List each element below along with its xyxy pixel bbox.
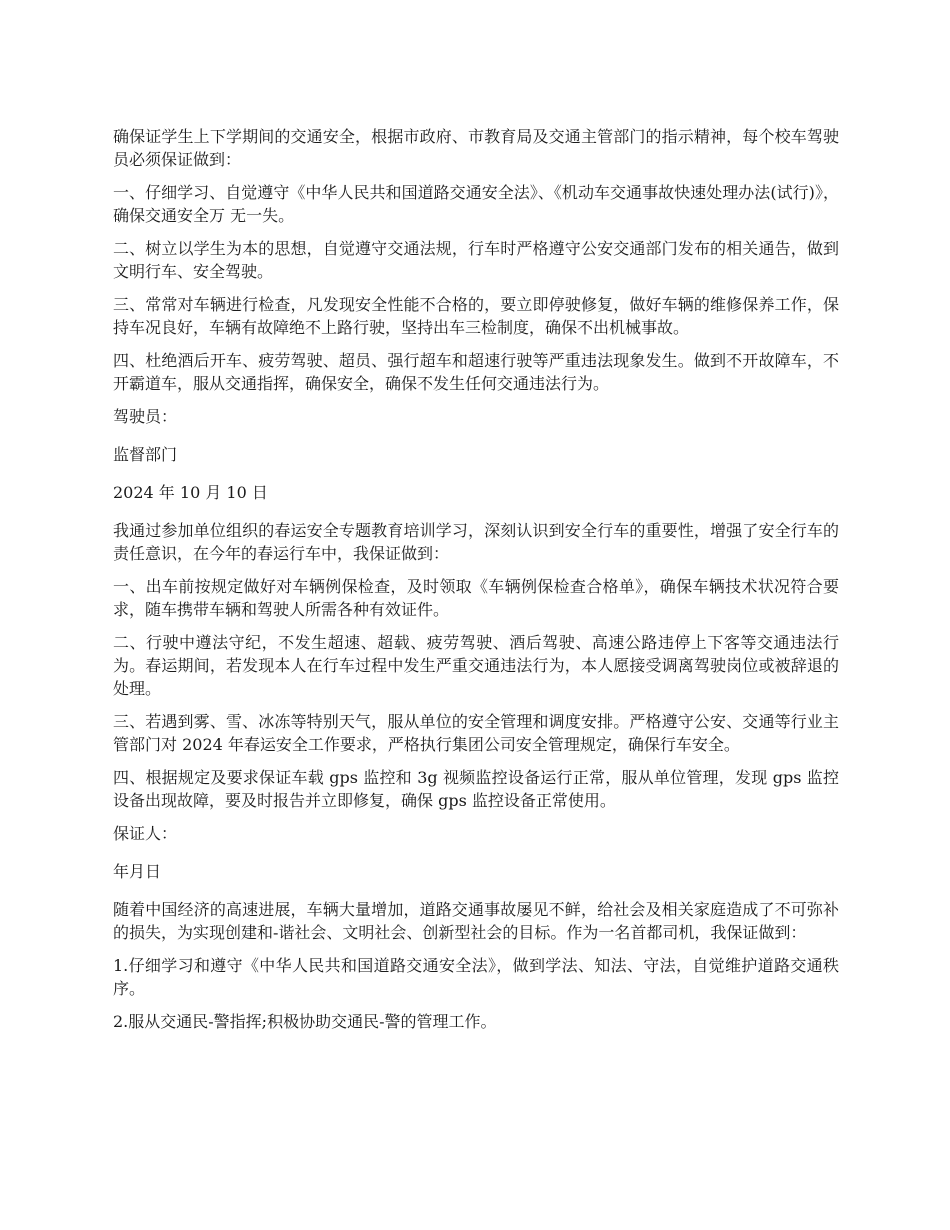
pledge-item-3: 三、常常对车辆进行检查，凡发现安全性能不合格的，要立即停驶修复，做好车辆的维修保养工作，保持车况良好，车辆有故障绝不上路行驶，坚持出车三检制度，确保不出机械事故。: [113, 295, 839, 337]
supervisor-label: 监督部门: [113, 445, 178, 464]
intro-paragraph-2: 我通过参加单位组织的春运安全专题教育培训学习，深刻认识到安全行车的重要性，增强了安全行车的责任意识，在今年的春运行车中，我保证做到：: [113, 521, 839, 563]
pledge-item-4b: 四、根据规定及要求保证车载 gps 监控和 3g 视频监控设备运行正常，服从单位管理，发现 gps 监控设备出现故障，要及时报告并立即修复，确保 gps 监控设备正常使用。: [113, 768, 839, 810]
pledge-item-3b: 三、若遇到雾、雪、冰冻等特别天气，服从单位的安全管理和调度安排。严格遵守公安、交通等行业主管部门对 2024 年春运安全工作要求，严格执行集团公司安全管理规定，确保行车安全。: [113, 712, 839, 754]
pledge-item-2: 二、树立以学生为本的思想，自觉遵守交通法规，行车时严格遵守公安交通部门发布的相关通告，做到文明行车、安全驾驶。: [113, 239, 839, 281]
intro-paragraph-3: 随着中国经济的高速进展，车辆大量增加，道路交通事故屡见不鲜，给社会及相关家庭造成了不可弥补的损失，为实现创建和-谐社会、文明社会、创新型社会的目标。作为一名首都司机，我保证做到：: [113, 900, 839, 942]
driver-signature-label: 驾驶员：: [113, 407, 178, 426]
numbered-item-2: 2.服从交通民-警指挥;积极协助交通民-警的管理工作。: [113, 1012, 497, 1031]
pledge-item-1: 一、仔细学习、自觉遵守《中华人民共和国道路交通安全法》、《机动车交通事故快速处理办法(试行)》，确保交通安全万 无一失。: [113, 183, 839, 225]
date-placeholder: 年月日: [113, 862, 162, 881]
numbered-item-1: 1.仔细学习和遵守《中华人民共和国道路交通安全法》，做到学法、知法、守法，自觉维护道路交通秩序。: [113, 956, 839, 998]
pledge-item-4: 四、杜绝酒后开车、疲劳驾驶、超员、强行超车和超速行驶等严重违法现象发生。做到不开故障车，不开霸道车，服从交通指挥，确保安全，确保不发生任何交通违法行为。: [113, 351, 839, 393]
pledge-item-2b: 二、行驶中遵法守纪，不发生超速、超载、疲劳驾驶、酒后驾驶、高速公路违停上下客等交通违法行为。春运期间，若发现本人在行车过程中发生严重交通违法行为，本人愿接受调离驾驶岗位或被辞退的处理。: [113, 633, 839, 698]
date-line: 2024 年 10 月 10 日: [113, 483, 268, 502]
document-page: [113, 125, 839, 1043]
pledge-item-1b: 一、出车前按规定做好对车辆例保检查，及时领取《车辆例保检查合格单》，确保车辆技术状况符合要求，随车携带车辆和驾驶人所需各种有效证件。: [113, 577, 839, 619]
intro-paragraph: 确保证学生上下学期间的交通安全，根据市政府、市教育局及交通主管部门的指示精神，每个校车驾驶员必须保证做到：: [113, 127, 839, 169]
guarantor-label: 保证人：: [113, 824, 178, 843]
